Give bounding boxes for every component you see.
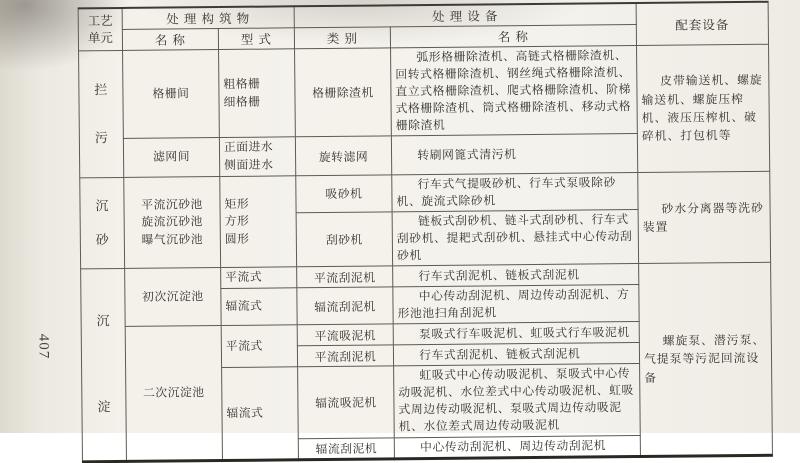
header-auxiliary: 配套设备 bbox=[636, 2, 768, 46]
equipment-category-cell: 刮砂机 bbox=[296, 212, 393, 267]
structure-name-cell: 格栅间 bbox=[123, 50, 220, 139]
equipment-name-cell: 虹吸式中心传动吸泥机、泵吸式中心传动吸泥机、水位差式中心传动吸泥机、虹吸式周边传动吸泥机、泵吸式周边传动吸泥机、水位差式周边传动吸泥机 bbox=[394, 364, 641, 438]
equipment-category-cell: 平流刮泥机 bbox=[297, 345, 393, 367]
unit-screening: 拦 污 bbox=[79, 50, 124, 177]
structure-type-cell: 辐流式 bbox=[221, 288, 297, 326]
treatment-equipment-table bbox=[78, 1, 773, 463]
equipment-category-cell: 旋转滤网 bbox=[295, 136, 391, 175]
structure-type-cell: 平流式 bbox=[221, 325, 297, 368]
structure-type-cell: 粗格栅 细格栅 bbox=[219, 49, 296, 138]
header-structure-type: 型 式 bbox=[218, 28, 294, 50]
equipment-name-cell: 行车式刮泥机、链板式刮泥机 bbox=[393, 343, 639, 366]
equipment-category-cell: 平流刮泥机 bbox=[297, 266, 393, 288]
table-sheet bbox=[78, 1, 773, 463]
structure-type-cell: 辐流式 bbox=[222, 367, 299, 460]
header-structures-group: 处 理 构 筑 物 bbox=[122, 6, 294, 29]
equipment-name-cell: 泵吸式行车吸泥机、虹吸式行车吸泥机 bbox=[393, 322, 639, 345]
structure-name-cell: 二次沉淀池 bbox=[125, 326, 222, 461]
equipment-category-cell: 辐流刮泥机 bbox=[297, 287, 393, 325]
equipment-name-cell: 转刷网篦式清污机 bbox=[391, 134, 637, 175]
structure-name-cell: 滤网间 bbox=[123, 138, 219, 177]
header-process-unit: 工艺 单元 bbox=[78, 8, 122, 51]
equipment-name-cell: 行车式刮泥机、链板式刮泥机 bbox=[393, 264, 639, 287]
auxiliary-cell-grit: 砂水分离器等洗砂装置 bbox=[638, 171, 771, 264]
header-equipment-group: 处 理 设 备 bbox=[294, 3, 636, 28]
equipment-category-cell: 辐流吸泥机 bbox=[298, 366, 395, 438]
unit-grit: 沉 砂 bbox=[80, 177, 125, 269]
equipment-name-cell: 弧形格栅除渣机、高链式格栅除渣机、回转式格栅除渣机、钢丝绳式格栅除渣机、直立式格栅除渣机、爬式格栅除渣机、阶梯式格栅除渣机、筒式格栅除渣机、移动式格栅除渣机 bbox=[391, 46, 638, 137]
structure-type-cell: 正面进水 侧面进水 bbox=[219, 137, 295, 176]
equipment-category-cell: 平流吸泥机 bbox=[297, 324, 393, 346]
structure-type-cell: 平流式 bbox=[221, 267, 297, 288]
equipment-category-cell: 吸砂机 bbox=[296, 175, 392, 213]
auxiliary-cell-sedimentation: 螺旋泵、潜污泵、气提泵等污泥回流设备 bbox=[639, 263, 773, 457]
auxiliary-cell-screening: 皮带输送机、螺旋输送机、螺旋压榨机、液压压榨机、破碎机、打包机等 bbox=[637, 44, 770, 172]
structure-name-cell: 初次沉淀池 bbox=[125, 268, 222, 327]
page-number: 407 bbox=[35, 333, 52, 360]
equipment-name-cell: 链板式刮砂机、链斗式刮砂机、行车式刮砂机、提耙式刮砂机、悬挂式中心传动刮砂机 bbox=[392, 210, 639, 267]
structure-name-cell: 平流沉砂池 旋流沉砂池 曝气沉砂池 bbox=[124, 176, 221, 268]
structure-type-cell: 矩形 方形 圆形 bbox=[220, 176, 297, 268]
header-equipment-category: 类 别 bbox=[294, 27, 390, 49]
equipment-name-cell: 中心传动刮泥机、周边传动刮泥机 bbox=[394, 435, 640, 458]
header-structure-name: 名 称 bbox=[122, 29, 218, 51]
equipment-name-cell: 中心传动刮泥机、周边传动刮泥机、方形池池扫角刮泥机 bbox=[393, 285, 639, 325]
header-equipment-name: 名 称 bbox=[390, 25, 636, 48]
unit-sedimentation: 沉 淀 bbox=[81, 269, 127, 462]
equipment-name-cell: 行车式气提吸砂机、行车式泵吸除砂机、旋流式除砂机 bbox=[392, 172, 638, 212]
equipment-category-cell: 格栅除渣机 bbox=[295, 48, 392, 137]
equipment-category-cell: 辐流刮泥机 bbox=[298, 437, 394, 459]
